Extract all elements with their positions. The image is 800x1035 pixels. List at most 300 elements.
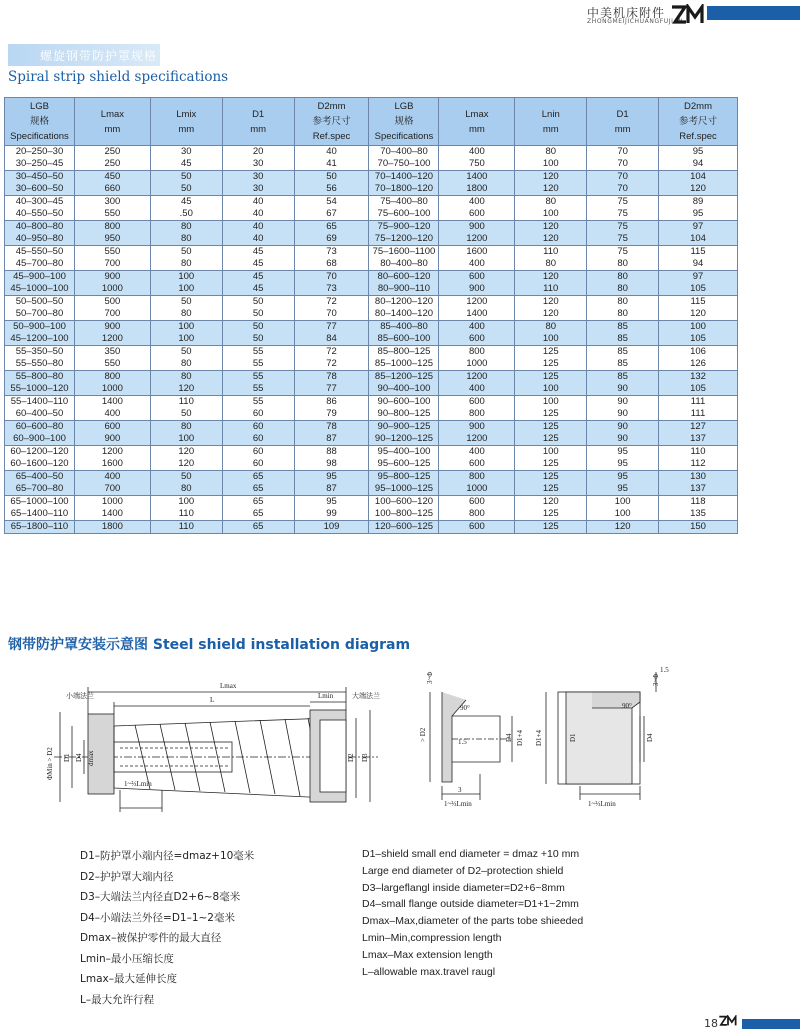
table-cell: 900 [439,421,515,434]
table-cell: 110 [659,446,738,459]
table-cell: 85 [587,321,659,334]
label-phi-min-d2: ΦMin > D2 [46,747,54,780]
label-d1-right: D1 [569,733,577,742]
table-cell: 90–600–100 [369,396,439,409]
table-cell: 70 [587,183,659,196]
table-cell: 54 [294,196,369,209]
table-cell: 900 [74,271,150,284]
table-cell: 85 [587,358,659,371]
table-cell: 30 [222,183,294,196]
table-cell: 111 [659,408,738,421]
table-row [5,521,738,534]
label-len-formula-right: 1~⅔Lmin [588,800,616,808]
table-cell: 95 [294,496,369,509]
table-cell: 95 [659,208,738,221]
table-cell: 110 [515,283,587,296]
table-cell: 40–550–50 [5,208,75,221]
label-dim-1-5-right: 1.5 [660,666,669,674]
label-lmin: Lmin [318,692,334,700]
table-row [5,471,738,484]
table-cell: 30–450–50 [5,171,75,184]
table-cell: 60 [222,458,294,471]
table-cell: 60–900–100 [5,433,75,446]
table-cell: 110 [150,396,222,409]
table-cell: 120 [587,521,659,534]
label-angle-mid: 90° [460,704,470,712]
table-cell: 77 [294,383,369,396]
table-cell: 600 [439,208,515,221]
table-cell: 1200 [439,371,515,384]
header-accent-bar [707,6,800,20]
table-cell: 40 [222,233,294,246]
table-cell: 125 [515,458,587,471]
table-cell: 1600 [439,246,515,259]
column-header-line: 参考尺寸 [679,116,718,127]
table-cell: 99 [294,508,369,521]
table-cell: 45 [222,283,294,296]
table-cell: 95–1000–125 [369,483,439,496]
table-cell: 41 [294,158,369,171]
table-cell: 95 [587,458,659,471]
table-cell: 50 [150,471,222,484]
table-cell: 400 [74,471,150,484]
table-cell: 60–1200–120 [5,446,75,459]
table-cell: 45 [150,196,222,209]
table-cell: 800 [74,221,150,234]
table-cell: 80 [587,271,659,284]
table-cell: 100 [515,446,587,459]
table-cell: 70 [587,158,659,171]
label-d4-right: D4 [646,733,654,742]
table-cell: 60–600–80 [5,421,75,434]
table-cell: 70 [587,146,659,159]
table-cell: 120 [515,271,587,284]
table-row [5,296,738,309]
table-cell: 100 [515,383,587,396]
label-angle-right: 90° [622,702,632,710]
table-cell: 60 [222,433,294,446]
label-dmax: dmax [87,750,95,766]
table-cell: 70–400–80 [369,146,439,159]
table-cell: 78 [294,421,369,434]
table-cell: 45–1000–100 [5,283,75,296]
table-cell: 45 [222,258,294,271]
table-cell: 75 [587,208,659,221]
spec-table-header [5,98,738,146]
table-cell: 700 [74,258,150,271]
label-d3-1-4: D1+4 [535,729,543,746]
table-cell: 90–400–100 [369,383,439,396]
column-header-line: 规格 [29,116,49,127]
table-cell: 120–600–125 [369,521,439,534]
table-cell: 95–800–125 [369,471,439,484]
column-header-line: mm [614,123,631,135]
table-cell: 55 [222,371,294,384]
label-lmax: Lmax [220,682,237,690]
table-cell: 72 [294,358,369,371]
table-cell: 80–600–120 [369,271,439,284]
table-cell: 55 [222,383,294,396]
legend-en-item: L–allowable max.travel raugl [362,965,496,978]
table-cell: 40–800–80 [5,221,75,234]
table-cell: 80 [515,321,587,334]
table-cell: 45 [222,271,294,284]
legend-cn-item: D2–护护罩大端内径 [80,870,174,883]
table-cell: 750 [439,158,515,171]
table-row [5,258,738,271]
table-cell: 80 [150,358,222,371]
table-cell: 250 [74,158,150,171]
table-cell: 125 [515,371,587,384]
table-cell: 70–1800–120 [369,183,439,196]
table-cell: 65–1400–110 [5,508,75,521]
column-header [369,98,439,146]
table-cell: 80 [515,146,587,159]
table-cell: 80–900–110 [369,283,439,296]
table-cell: 400 [74,408,150,421]
column-header [294,98,369,146]
column-header [587,98,659,146]
table-cell: 400 [439,146,515,159]
table-cell: 75–600–100 [369,208,439,221]
label-l: L [210,696,215,704]
table-cell: 1200 [74,333,150,346]
label-small-flange: 小端法兰 [66,692,94,700]
legend-cn-item: D4–小端法兰外径=D1–1~2毫米 [80,911,235,924]
table-cell: 50 [294,171,369,184]
table-cell: 125 [515,471,587,484]
table-cell: 84 [294,333,369,346]
table-cell: 77 [294,321,369,334]
table-cell: 100 [150,321,222,334]
spec-table-body [5,146,738,534]
table-cell: 900 [439,221,515,234]
table-cell: 100 [587,496,659,509]
table-row [5,508,738,521]
table-cell: 55–1400–110 [5,396,75,409]
table-cell: 120 [515,308,587,321]
table-cell: 75 [587,246,659,259]
table-cell: 70 [294,271,369,284]
diagram-title: 钢带防护罩安装示意图 Steel shield installation diagram [8,637,411,653]
table-cell: 1200 [439,433,515,446]
table-cell: 85 [587,333,659,346]
table-cell: 400 [439,383,515,396]
table-cell: 73 [294,246,369,259]
table-cell: 75 [587,233,659,246]
table-cell: 1400 [439,308,515,321]
table-cell: 700 [74,308,150,321]
column-header-line: D1 [616,108,629,120]
table-cell: 100 [515,333,587,346]
table-cell: 85–1200–125 [369,371,439,384]
table-cell: 20–250–30 [5,146,75,159]
table-cell: 100 [659,321,738,334]
table-cell: 80 [150,258,222,271]
column-header-line: mm [542,123,559,135]
table-cell: 72 [294,346,369,359]
table-cell: 120 [659,308,738,321]
column-header-line: LGB [29,101,49,112]
table-row [5,346,738,359]
table-cell: 94 [659,258,738,271]
table-cell: 110 [515,246,587,259]
table-cell: 95 [659,146,738,159]
label-d4-mid: D4 [505,733,513,742]
legend-en-item: D4–small flange outside diameter=D1+1~2mm [362,898,579,911]
column-header-line: 参考尺寸 [312,116,351,127]
column-header-line: Lmax [465,108,489,120]
table-cell: 550 [74,246,150,259]
table-cell: 50 [150,346,222,359]
legend-en-item: D3–largeflangl inside diameter=D2+6~8mm [362,881,565,894]
table-cell: 800 [439,346,515,359]
table-cell: 110 [150,508,222,521]
table-cell: 50 [150,246,222,259]
table-cell: 106 [659,346,738,359]
column-header [150,98,222,146]
table-cell: 600 [439,271,515,284]
table-cell: 79 [294,408,369,421]
table-cell: 55–1000–120 [5,383,75,396]
table-cell: 1800 [74,521,150,534]
table-cell: 50–500–50 [5,296,75,309]
table-cell: 120 [150,458,222,471]
table-cell: 50 [222,296,294,309]
table-cell: 50 [222,308,294,321]
table-cell: 137 [659,433,738,446]
table-cell: 50 [150,408,222,421]
table-cell: 97 [659,271,738,284]
table-cell: 65 [222,508,294,521]
table-cell: 900 [74,433,150,446]
table-cell: 400 [439,258,515,271]
table-cell: 65–1000–100 [5,496,75,509]
table-cell: 95–400–100 [369,446,439,459]
table-cell: 60 [222,446,294,459]
table-cell: 95 [294,471,369,484]
table-cell: 60–400–50 [5,408,75,421]
table-row [5,396,738,409]
column-header-line: mm [178,123,195,135]
table-cell: 500 [74,296,150,309]
table-cell: 550 [74,208,150,221]
table-cell: 45–550–50 [5,246,75,259]
table-cell: 1200 [439,296,515,309]
table-cell: 1000 [74,383,150,396]
column-header-line: Lnin [541,108,560,120]
table-cell: 1000 [439,483,515,496]
table-cell: 40–950–80 [5,233,75,246]
label-dim-1-5-mid: 1.5 [458,738,467,746]
table-cell: 50 [150,183,222,196]
table-cell: 40 [222,196,294,209]
table-cell: 100 [150,271,222,284]
table-cell: 120 [515,496,587,509]
table-row [5,496,738,509]
table-cell: 118 [659,496,738,509]
table-cell: 55 [222,346,294,359]
table-cell: 800 [439,508,515,521]
table-cell: 80 [150,371,222,384]
label-d2-left: D2 [347,753,355,762]
table-cell: 30 [222,158,294,171]
table-cell: 80 [515,258,587,271]
table-cell: 70–1400–120 [369,171,439,184]
table-cell: 73 [294,283,369,296]
table-cell: 90 [587,396,659,409]
table-cell: 65–400–50 [5,471,75,484]
table-cell: 450 [74,171,150,184]
table-cell: 69 [294,233,369,246]
table-cell: 40 [294,146,369,159]
table-cell: 80 [515,196,587,209]
table-cell: 125 [515,358,587,371]
table-row [5,271,738,284]
table-row [5,308,738,321]
table-cell: 86 [294,396,369,409]
table-cell: 125 [515,421,587,434]
table-cell: 105 [659,283,738,296]
table-cell: 80 [587,308,659,321]
column-header-line: Ref.spec [679,131,717,142]
table-cell: 45–700–80 [5,258,75,271]
table-cell: 80–400–80 [369,258,439,271]
table-cell: 1200 [74,446,150,459]
table-cell: 125 [515,483,587,496]
table-cell: 125 [515,346,587,359]
label-d4-left: D4 [75,753,83,762]
table-cell: 115 [659,296,738,309]
table-cell: 90–1200–125 [369,433,439,446]
table-cell: 65 [222,483,294,496]
table-cell: 130 [659,471,738,484]
footer-accent-bar [742,1019,800,1029]
table-cell: 600 [74,421,150,434]
table-cell: 600 [439,333,515,346]
table-cell: 68 [294,258,369,271]
table-cell: 100 [587,508,659,521]
table-cell: 75–1200–120 [369,233,439,246]
table-cell: 40 [222,221,294,234]
table-cell: 1000 [74,496,150,509]
legend-cn-item: D1–防护罩小端内径=dmaz+10毫米 [80,850,255,862]
company-name-en: ZHONGMEIJICHUANGFUJIAN [587,18,684,25]
table-cell: 94 [659,158,738,171]
column-header-line: Ref.spec [312,131,351,142]
table-cell: 100 [150,333,222,346]
table-cell: 80 [150,421,222,434]
table-cell: 40–300–45 [5,196,75,209]
table-cell: 80–1200–120 [369,296,439,309]
table-cell: 550 [74,358,150,371]
section-title-cn: 螺旋钢带防护罩规格 [40,49,158,63]
table-cell: 80 [587,283,659,296]
legend-en [362,846,583,980]
table-cell: 45–1200–100 [5,333,75,346]
table-cell: 87 [294,433,369,446]
table-cell: 50 [222,321,294,334]
legend-en-item: Large end diameter of D2–protection shield [362,864,564,877]
label-len-formula: 1~⅔Lmin [124,780,152,788]
table-row [5,171,738,184]
table-row [5,333,738,346]
table-cell: 1000 [439,358,515,371]
table-cell: 95 [587,483,659,496]
table-cell: 111 [659,396,738,409]
table-cell: 85–600–100 [369,333,439,346]
table-cell: 100 [515,396,587,409]
column-header-line: Lmix [176,108,197,120]
table-row [5,433,738,446]
table-row [5,321,738,334]
table-row [5,233,738,246]
table-cell: 125 [515,521,587,534]
table-cell: 400 [439,446,515,459]
table-cell: 104 [659,171,738,184]
table-cell: 100 [515,208,587,221]
table-cell: 90 [587,383,659,396]
legend-en-item: Lmax–Max extension length [362,948,493,961]
table-cell: 1800 [439,183,515,196]
table-row [5,446,738,459]
table-cell: 800 [439,408,515,421]
legend-cn-item: Lmin–最小压缩长度 [80,952,174,965]
legend-en-item: D1–shield small end diameter = dmaz +10 mm [362,848,580,860]
table-cell: 55–800–80 [5,371,75,384]
table-cell: 600 [439,496,515,509]
table-cell: 50–900–100 [5,321,75,334]
table-cell: 65–700–80 [5,483,75,496]
table-cell: 80–1400–120 [369,308,439,321]
table-cell: 75–400–80 [369,196,439,209]
table-row [5,146,738,159]
table-cell: 1200 [439,233,515,246]
table-cell: .50 [150,208,222,221]
table-cell: 65 [294,221,369,234]
table-cell: 85–400–80 [369,321,439,334]
table-cell: 105 [659,333,738,346]
table-cell: 90–900–125 [369,421,439,434]
table-cell: 100–600–120 [369,496,439,509]
table-cell: 60–1600–120 [5,458,75,471]
table-cell: 120 [515,183,587,196]
label-gt-d2: > D2 [419,727,427,742]
company-name-cn: 中美机床附件 [587,6,666,20]
table-cell: 104 [659,233,738,246]
table-cell: 50 [150,296,222,309]
table-cell: 65 [222,496,294,509]
company-logo [670,4,706,26]
table-cell: 120 [659,183,738,196]
table-cell: 30 [150,146,222,159]
legend-cn-item: Dmax–被保护零件的最大直径 [80,932,222,944]
legend-cn-item: Lmax–最大延伸长度 [80,973,177,985]
table-cell: 30–250–45 [5,158,75,171]
table-cell: 100 [150,496,222,509]
table-cell: 90–800–125 [369,408,439,421]
table-cell: 800 [439,471,515,484]
table-row [5,208,738,221]
table-cell: 55–350–50 [5,346,75,359]
label-three-phi-right: 3~Φ [652,673,660,686]
table-cell: 1400 [439,171,515,184]
spec-table [4,97,738,534]
column-header-line: Lmax [100,108,125,120]
table-cell: 100 [150,433,222,446]
table-cell: 109 [294,521,369,534]
table-cell: 50 [222,333,294,346]
